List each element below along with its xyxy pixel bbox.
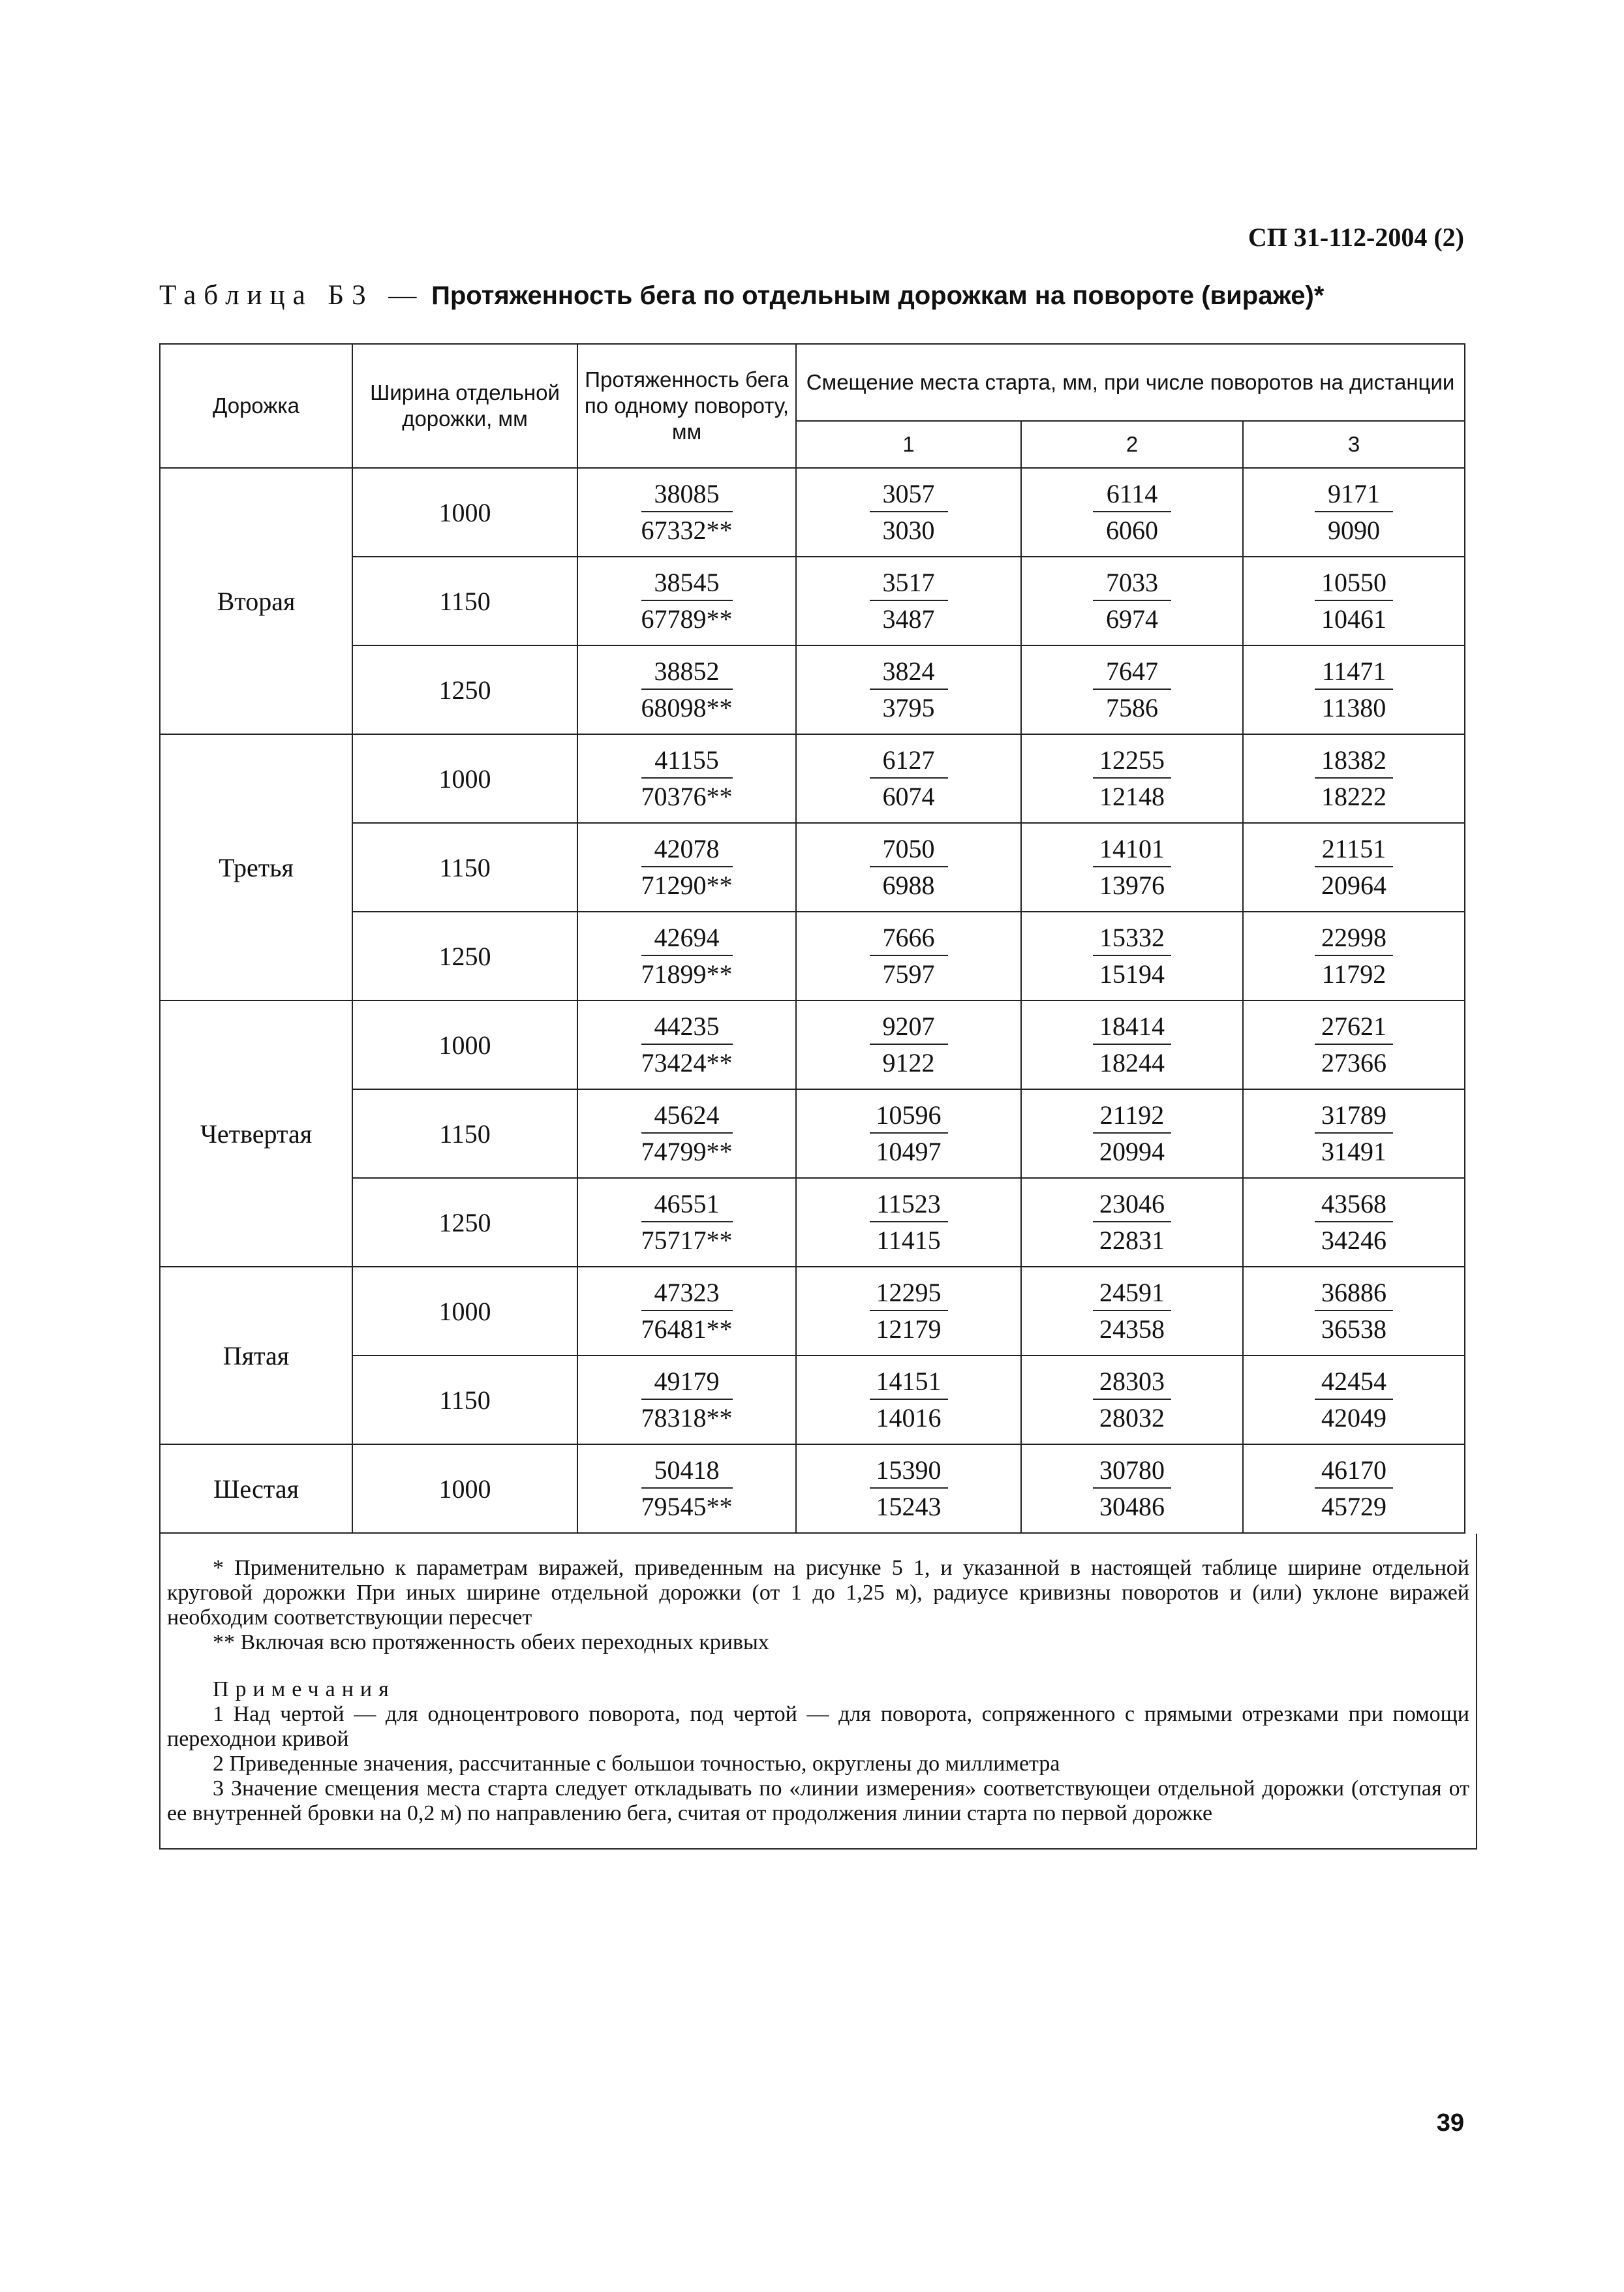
value-below-line: 6060 (1106, 515, 1158, 545)
value-below-line: 70376** (641, 781, 733, 811)
value-above-line: 7647 (1093, 657, 1171, 690)
fraction (641, 1190, 733, 1255)
value-above-line: 23046 (1093, 1190, 1171, 1222)
value-above-line: 27621 (1315, 1012, 1393, 1045)
fraction (1315, 923, 1393, 989)
fraction (870, 480, 948, 545)
table-row (160, 1444, 1465, 1533)
offset-1-turn-cell (796, 645, 1021, 734)
value-below-line: 12148 (1099, 781, 1165, 811)
fraction (641, 1278, 733, 1344)
value-above-line: 45624 (641, 1101, 733, 1134)
value-below-line: 20964 (1321, 870, 1387, 900)
offset-2-turns-cell (1021, 823, 1243, 912)
value-below-line: 71899** (641, 959, 733, 989)
fraction (1315, 480, 1393, 545)
value-below-line: 31491 (1321, 1136, 1387, 1166)
table-row (160, 823, 1465, 912)
value-above-line: 38085 (641, 480, 733, 512)
value-above-line: 43568 (1315, 1190, 1393, 1222)
value-above-line: 6127 (870, 746, 948, 779)
value-above-line: 46170 (1315, 1456, 1393, 1489)
lane-width-cell: 1150 (352, 823, 577, 912)
offset-3-turns-cell (1243, 1355, 1465, 1444)
offset-2-turns-cell (1021, 1355, 1243, 1444)
fraction (1093, 1190, 1171, 1255)
value-above-line: 7050 (870, 835, 948, 867)
run-length-cell (577, 1000, 796, 1089)
offset-2-turns-cell (1021, 1444, 1243, 1533)
value-below-line: 24358 (1099, 1314, 1165, 1344)
notes-block (159, 1534, 1477, 1850)
offset-3-turns-cell (1243, 823, 1465, 912)
value-above-line: 42694 (641, 923, 733, 956)
fraction (1093, 1012, 1171, 1077)
run-length-cell (577, 1089, 796, 1178)
value-above-line: 24591 (1093, 1278, 1171, 1311)
value-below-line: 45729 (1321, 1491, 1387, 1521)
value-above-line: 3057 (870, 480, 948, 512)
fraction (870, 1190, 948, 1255)
notes-title: Примечания (213, 1677, 395, 1701)
note-2: 2 Приведенные значения, рассчитанные с большои точностью, округлены до миллиметра (213, 1752, 1060, 1776)
fraction (1315, 1367, 1393, 1432)
fraction (1315, 1101, 1393, 1166)
lane-width-cell: 1250 (352, 912, 577, 1000)
value-above-line: 6114 (1093, 480, 1171, 512)
offset-1-turn-cell (796, 912, 1021, 1000)
table-caption (159, 279, 1464, 311)
value-above-line: 22998 (1315, 923, 1393, 956)
offset-2-turns-cell (1021, 1267, 1243, 1355)
value-below-line: 20994 (1099, 1136, 1165, 1166)
value-above-line: 9207 (870, 1012, 948, 1045)
value-below-line: 79545** (641, 1491, 733, 1521)
value-below-line: 9090 (1328, 515, 1380, 545)
table-row (160, 1355, 1465, 1444)
value-below-line: 71290** (641, 870, 733, 900)
value-above-line: 18382 (1315, 746, 1393, 779)
value-above-line: 14101 (1093, 835, 1171, 867)
value-above-line: 36886 (1315, 1278, 1393, 1311)
lane-width-cell: 1150 (352, 1355, 577, 1444)
value-above-line: 21151 (1315, 835, 1393, 867)
table-row (160, 912, 1465, 1000)
value-below-line: 7597 (882, 959, 935, 989)
fraction (641, 1101, 733, 1166)
note-1: 1 Над чертой — для одноцентрового поворота, под чертой — для поворота, сопряженного с прямыми отрезками при помощи переходнои кривой (167, 1702, 1469, 1751)
fraction (870, 657, 948, 722)
fraction (1093, 1278, 1171, 1344)
value-below-line: 18244 (1099, 1047, 1165, 1077)
value-below-line: 73424** (641, 1047, 733, 1077)
value-below-line: 10461 (1321, 604, 1387, 634)
run-length-cell (577, 1444, 796, 1533)
value-above-line: 44235 (641, 1012, 733, 1045)
fraction (1315, 657, 1393, 722)
lane-width-cell: 1000 (352, 734, 577, 823)
offset-3-turns-cell (1243, 1000, 1465, 1089)
value-above-line: 30780 (1093, 1456, 1171, 1489)
value-above-line: 47323 (641, 1278, 733, 1311)
offset-1-turn-cell (796, 1444, 1021, 1533)
fraction (1315, 1012, 1393, 1077)
lane-width-cell: 1000 (352, 1000, 577, 1089)
run-length-cell (577, 1355, 796, 1444)
value-below-line: 30486 (1099, 1491, 1165, 1521)
value-above-line: 7666 (870, 923, 948, 956)
value-above-line: 31789 (1315, 1101, 1393, 1134)
fraction (1093, 746, 1171, 811)
offset-3-turns-cell (1243, 468, 1465, 557)
fraction (1315, 1190, 1393, 1255)
fraction (870, 1367, 948, 1432)
table-row (160, 645, 1465, 734)
value-above-line: 42078 (641, 835, 733, 867)
table-row (160, 1089, 1465, 1178)
value-above-line: 11471 (1315, 657, 1393, 690)
run-length-cell (577, 912, 796, 1000)
header-turns-2: 2 (1021, 421, 1243, 468)
offset-1-turn-cell (796, 1000, 1021, 1089)
offset-2-turns-cell (1021, 1089, 1243, 1178)
run-length-cell (577, 645, 796, 734)
fraction (641, 746, 733, 811)
value-below-line: 6074 (882, 781, 935, 811)
fraction (1315, 568, 1393, 634)
offset-3-turns-cell (1243, 1178, 1465, 1267)
document-code: СП 31-112-2004 (2) (1248, 223, 1464, 252)
fraction (641, 1367, 733, 1432)
fraction (1315, 835, 1393, 900)
value-below-line: 15243 (876, 1491, 942, 1521)
value-below-line: 11415 (876, 1225, 941, 1255)
offset-3-turns-cell (1243, 734, 1465, 823)
value-above-line: 7033 (1093, 568, 1171, 601)
fraction (870, 1012, 948, 1077)
track-name-cell: Четвертая (160, 1000, 352, 1267)
run-length-cell (577, 1267, 796, 1355)
value-below-line: 15194 (1099, 959, 1165, 989)
offset-1-turn-cell (796, 734, 1021, 823)
value-below-line: 3795 (882, 692, 935, 722)
fraction (870, 835, 948, 900)
lane-width-cell: 1250 (352, 645, 577, 734)
value-below-line: 42049 (1321, 1402, 1387, 1432)
value-below-line: 67332** (641, 515, 733, 545)
value-below-line: 34246 (1321, 1225, 1387, 1255)
track-name-cell: Вторая (160, 468, 352, 734)
table-row (160, 734, 1465, 823)
value-below-line: 13976 (1099, 870, 1165, 900)
table-row (160, 1178, 1465, 1267)
fraction (641, 835, 733, 900)
value-below-line: 6988 (882, 870, 935, 900)
fraction (1093, 835, 1171, 900)
value-above-line: 18414 (1093, 1012, 1171, 1045)
value-below-line: 78318** (641, 1402, 733, 1432)
fraction (641, 1012, 733, 1077)
offset-1-turn-cell (796, 557, 1021, 645)
value-above-line: 9171 (1315, 480, 1393, 512)
value-below-line: 14016 (876, 1402, 942, 1432)
header-track: Дорожка (160, 344, 352, 468)
track-name-cell: Пятая (160, 1267, 352, 1444)
run-length-cell (577, 734, 796, 823)
header-lane-width: Ширина отдельной дорожки, мм (352, 344, 577, 468)
value-below-line: 18222 (1321, 781, 1387, 811)
value-above-line: 11523 (870, 1190, 948, 1222)
table-row (160, 468, 1465, 557)
fraction (870, 923, 948, 989)
fraction (1093, 568, 1171, 634)
value-above-line: 14151 (870, 1367, 948, 1400)
note-3: 3 Значение смещения места старта следует откладывать по «линии измерения» соответствующеи отдельной дорожки (отступая от ее внутренней бровки на 0,2 м) по направлению бега, считая от продолжения линии старта по первой дорожке (167, 1776, 1469, 1825)
lane-width-cell: 1150 (352, 1089, 577, 1178)
value-above-line: 38852 (641, 657, 733, 690)
value-below-line: 36538 (1321, 1314, 1387, 1344)
value-below-line: 75717** (641, 1225, 733, 1255)
track-offset-table (159, 343, 1465, 1534)
value-below-line: 76481** (641, 1314, 733, 1344)
footnote-2: ** Включая всю протяженность обеих переходных кривых (213, 1630, 769, 1654)
value-below-line: 7586 (1106, 692, 1158, 722)
offset-1-turn-cell (796, 1355, 1021, 1444)
value-below-line: 67789** (641, 604, 733, 634)
fraction (1093, 657, 1171, 722)
value-above-line: 15390 (870, 1456, 948, 1489)
header-turns-1: 1 (796, 421, 1021, 468)
offset-1-turn-cell (796, 1089, 1021, 1178)
fraction (870, 746, 948, 811)
value-above-line: 38545 (641, 568, 733, 601)
fraction (1093, 1101, 1171, 1166)
value-below-line: 68098** (641, 692, 733, 722)
value-above-line: 21192 (1093, 1101, 1171, 1134)
value-below-line: 28032 (1099, 1402, 1165, 1432)
value-above-line: 12255 (1093, 746, 1171, 779)
offset-2-turns-cell (1021, 912, 1243, 1000)
value-below-line: 12179 (876, 1314, 942, 1344)
header-start-offset: Смещение места старта, мм, при числе поворотов на дистанции (796, 344, 1465, 421)
offset-2-turns-cell (1021, 645, 1243, 734)
fraction (1315, 746, 1393, 811)
value-above-line: 10596 (870, 1101, 948, 1134)
value-above-line: 12295 (870, 1278, 948, 1311)
value-below-line: 27366 (1321, 1047, 1387, 1077)
offset-3-turns-cell (1243, 645, 1465, 734)
offset-1-turn-cell (796, 823, 1021, 912)
run-length-cell (577, 557, 796, 645)
offset-2-turns-cell (1021, 468, 1243, 557)
offset-3-turns-cell (1243, 557, 1465, 645)
table-row (160, 557, 1465, 645)
value-above-line: 28303 (1093, 1367, 1171, 1400)
value-below-line: 3487 (882, 604, 935, 634)
caption-title: Протяженность бега по отдельным дорожкам на повороте (вираже)* (431, 281, 1325, 310)
value-below-line: 74799** (641, 1136, 733, 1166)
lane-width-cell: 1000 (352, 468, 577, 557)
track-name-cell: Третья (160, 734, 352, 1000)
value-above-line: 3824 (870, 657, 948, 690)
value-above-line: 42454 (1315, 1367, 1393, 1400)
offset-2-turns-cell (1021, 1178, 1243, 1267)
offset-3-turns-cell (1243, 912, 1465, 1000)
fraction (641, 568, 733, 634)
value-below-line: 10497 (876, 1136, 942, 1166)
lane-width-cell: 1150 (352, 557, 577, 645)
offset-3-turns-cell (1243, 1444, 1465, 1533)
value-above-line: 3517 (870, 568, 948, 601)
value-below-line: 9122 (882, 1047, 935, 1077)
fraction (1315, 1278, 1393, 1344)
offset-3-turns-cell (1243, 1089, 1465, 1178)
fraction (1093, 480, 1171, 545)
lane-width-cell: 1000 (352, 1267, 577, 1355)
offset-2-turns-cell (1021, 1000, 1243, 1089)
page-number: 39 (1436, 2109, 1464, 2137)
value-below-line: 3030 (882, 515, 935, 545)
fraction (870, 1101, 948, 1166)
run-length-cell (577, 1178, 796, 1267)
value-above-line: 10550 (1315, 568, 1393, 601)
value-above-line: 46551 (641, 1190, 733, 1222)
offset-2-turns-cell (1021, 557, 1243, 645)
table-body (160, 468, 1465, 1533)
fraction (1093, 923, 1171, 989)
fraction (870, 1278, 948, 1344)
footnote-1: * Применительно к параметрам виражей, приведенным на рисунке 5 1, и указанной в настоящей таблице ширине отдельной круговой дорожки При иных ширине отдельной дорожки (от 1 до 1,25 м), радиусе кривизны поворотов и (или) уклоне виражей необходим соответствующии пересчет (167, 1556, 1469, 1630)
fraction (1093, 1456, 1171, 1521)
value-above-line: 41155 (641, 746, 733, 779)
fraction (641, 923, 733, 989)
value-above-line: 49179 (641, 1367, 733, 1400)
fraction (641, 657, 733, 722)
value-above-line: 50418 (641, 1456, 733, 1489)
offset-1-turn-cell (796, 468, 1021, 557)
lane-width-cell: 1250 (352, 1178, 577, 1267)
value-below-line: 11380 (1321, 692, 1387, 722)
table-row (160, 1000, 1465, 1089)
fraction (641, 480, 733, 545)
fraction (1315, 1456, 1393, 1521)
table-row (160, 1267, 1465, 1355)
fraction (870, 568, 948, 634)
fraction (870, 1456, 948, 1521)
table-container (159, 343, 1469, 1850)
offset-2-turns-cell (1021, 734, 1243, 823)
run-length-cell (577, 823, 796, 912)
value-below-line: 22831 (1099, 1225, 1165, 1255)
value-below-line: 6974 (1106, 604, 1158, 634)
lane-width-cell: 1000 (352, 1444, 577, 1533)
offset-1-turn-cell (796, 1267, 1021, 1355)
track-name-cell: Шестая (160, 1444, 352, 1533)
caption-prefix: Таблица Б3 — (159, 280, 425, 311)
fraction (1093, 1367, 1171, 1432)
header-turns-3: 3 (1243, 421, 1465, 468)
header-run-length: Протяженность бега по одному повороту, мм (577, 344, 796, 468)
value-below-line: 11792 (1321, 959, 1387, 989)
offset-1-turn-cell (796, 1178, 1021, 1267)
value-above-line: 15332 (1093, 923, 1171, 956)
offset-3-turns-cell (1243, 1267, 1465, 1355)
run-length-cell (577, 468, 796, 557)
fraction (641, 1456, 733, 1521)
